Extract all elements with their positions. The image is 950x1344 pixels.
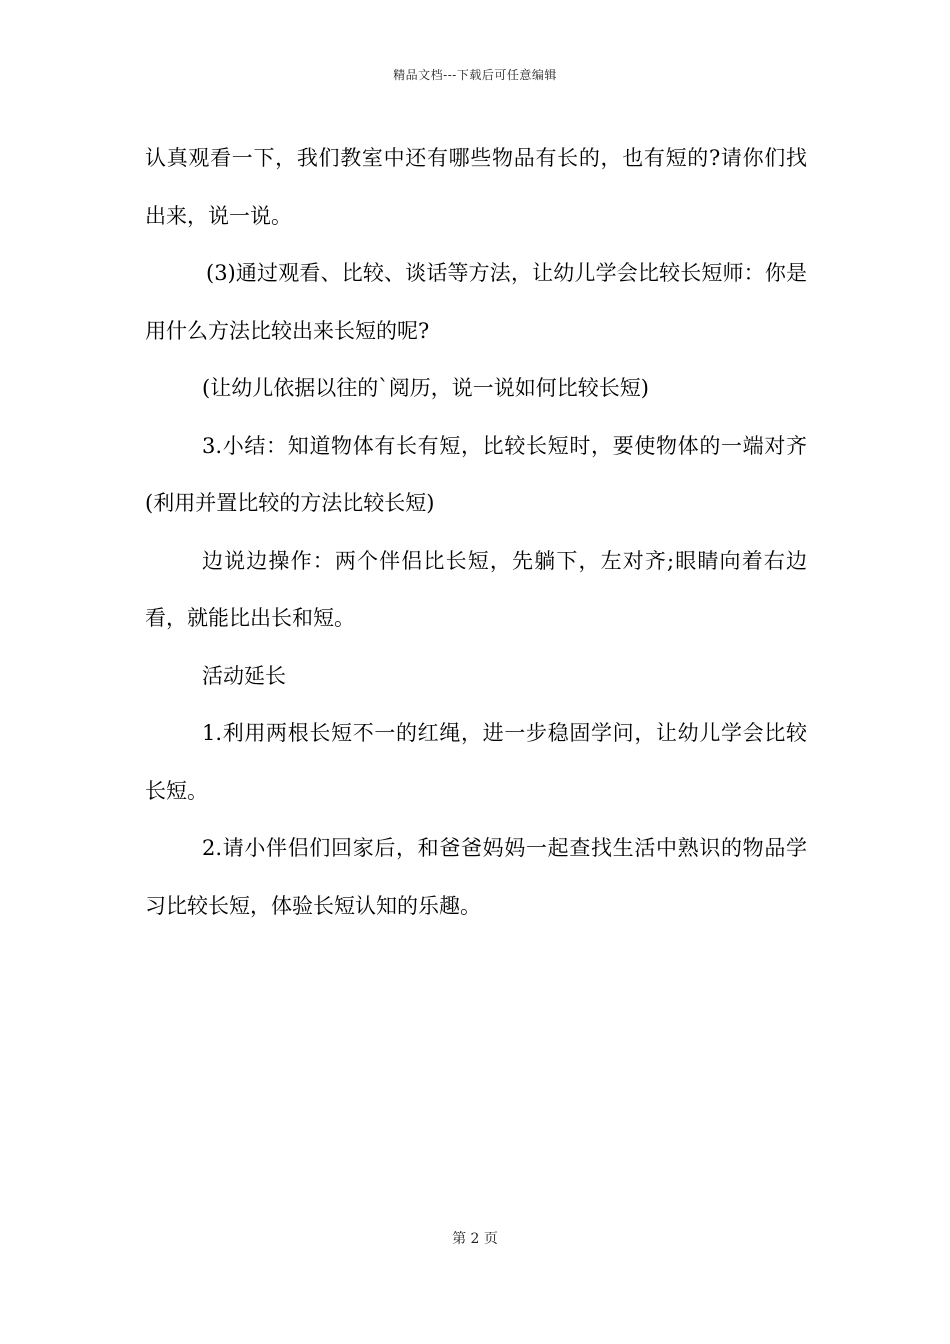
paragraph-4: 3.小结：知道物体有长有短，比较长短时，要使物体的一端对齐(利用并置比较的方法比较长短): [145, 433, 807, 515]
page-number: 第 2 页: [452, 1231, 498, 1247]
section-heading: 活动延长: [202, 663, 286, 688]
document-body: [145, 130, 807, 935]
paragraph-5: 边说边操作：两个伴侣比长短，先躺下，左对齐;眼睛向着右边看，就能比出长和短。: [145, 548, 807, 630]
paragraph-2: (3)通过观看、比较、谈话等方法，让幼儿学会比较长短师：你是用什么方法比较出来长短的呢?: [145, 261, 807, 343]
paragraph-1: 认真观看一下，我们教室中还有哪些物品有长的，也有短的?请你们找出来，说一说。: [145, 146, 807, 228]
paragraph-7: 1.利用两根长短不一的红绳，进一步稳固学问，让幼儿学会比较长短。: [145, 721, 807, 803]
page-header: 精品文档---下载后可任意编辑: [393, 68, 557, 82]
paragraph-8: 2.请小伴侣们回家后，和爸爸妈妈一起查找生活中熟识的物品学习比较长短，体验长短认知的乐趣。: [145, 836, 807, 918]
paragraph-3: (让幼儿依据以往的`阅历，说一说如何比较长短): [202, 376, 649, 400]
